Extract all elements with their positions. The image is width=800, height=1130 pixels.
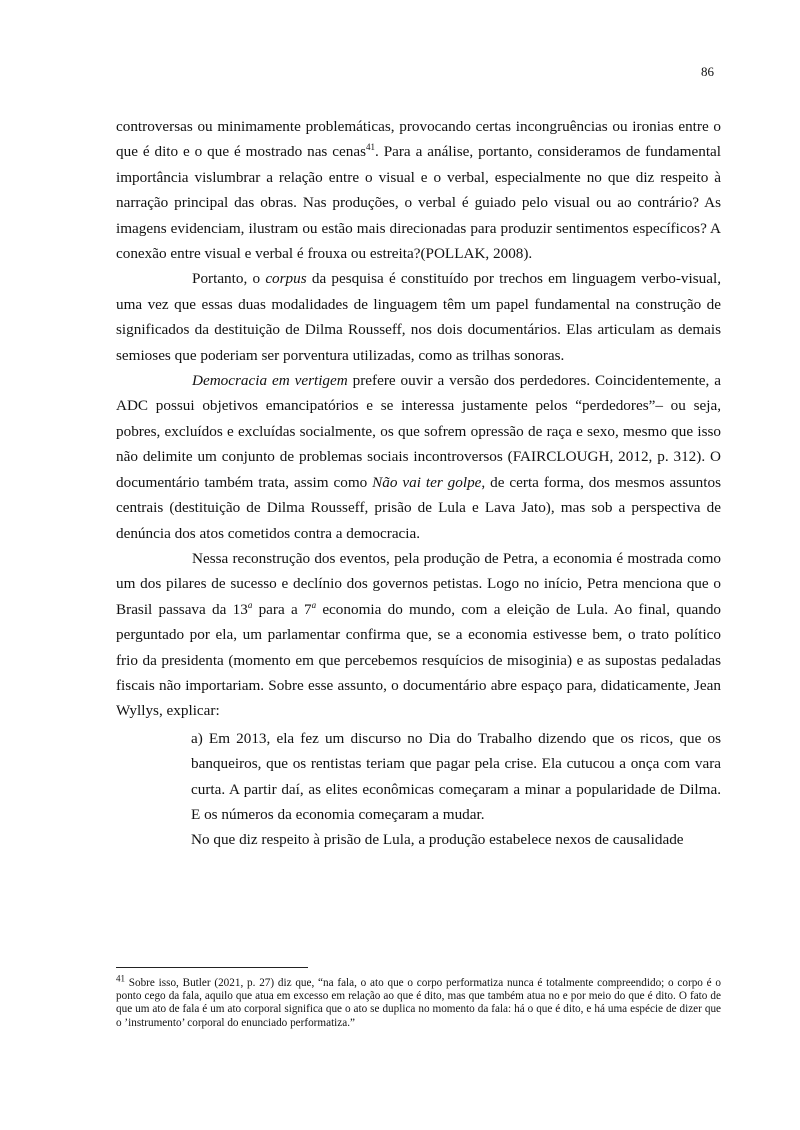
paragraph-4 bbox=[116, 546, 721, 724]
paragraph-4-text-a: Nessa reconstrução dos eventos, pela produção de Petra, a economia é mostrada como um dos pilares de sucesso e declínio dos governos petistas. Logo no início, Petra menciona que o Brasil passava da 13 bbox=[116, 549, 721, 618]
footnote-ref-41[interactable]: 41 bbox=[365, 142, 375, 153]
paragraph-3-text-a: prefere ouvir a versão dos perdedores. Coincidentemente, a ADC possui objetivos emancipatórios e se interessa justamente pelos “perdedores”– ou seja, pobres, excluídos e excluídas socialmente, os que sofrem opressão de raça e sexo, mesmo que isso não delimite um conjunto de problemas sociais incontroversos (FAIRCLOUGH, 2012, p. 312). O documentário também trata, assim como bbox=[116, 372, 721, 491]
paragraph-5: No que diz respeito à prisão de Lula, a produção estabelece nexos de causalidade bbox=[191, 831, 684, 849]
paragraph-1 bbox=[116, 114, 721, 266]
paragraph-2 bbox=[116, 266, 721, 368]
paragraph-2-emphasis: corpus bbox=[265, 270, 307, 288]
footnote-divider bbox=[116, 967, 308, 968]
paragraph-1-text-b: . Para a análise, portanto, consideramos de fundamental importância vislumbrar a relação entre o visual e o verbal, especialmente no que diz respeito à narração principal das obras. Nas produções, o verbal é guiado pelo visual ou ao contrário? As imagens evidenciam, ilustram ou estão mais direcionadas para produzir sentimentos específicos? A conexão entre visual e verbal é frouxa ou estreita?(POLLAK, 2008). bbox=[116, 143, 721, 263]
paragraph-2-text-a: Portanto, o bbox=[192, 270, 266, 288]
paragraph-3-title-1: Democracia em vertigem bbox=[192, 372, 348, 390]
paragraph-4-text-c: economia do mundo, com a eleição de Lula. Ao final, quando perguntado por ela, um parlamentar confirma que, se a economia estivesse bem, o trato político frio da presidenta (momento em que percebemos resquícios de misoginia) e as supostas pedaladas fiscais não importariam. Sobre esse assunto, o documentário abre espaço para, didaticamente, Jean Wyllys, explicar: bbox=[116, 600, 722, 720]
paragraph-4-ordinal-1: a bbox=[247, 599, 253, 610]
paragraph-3-text-b: , de certa forma, dos mesmos assuntos centrais (destituição de Dilma Rousseff, prisão de Lula e Lava Jato), mas sob a perspectiva de denúncia dos atos cometidos contra a democracia. bbox=[116, 473, 722, 542]
footnote-41 bbox=[116, 973, 721, 1030]
page-number: 86 bbox=[701, 64, 714, 79]
body-text bbox=[116, 114, 721, 853]
paragraph-1-text-a: controversas ou minimamente problemáticas, provocando certas incongruências ou ironias entre o que é dito e o que é mostrado nas cenas bbox=[116, 118, 721, 161]
paragraph-3-title-2: Não vai ter golpe bbox=[372, 473, 482, 491]
footnote-text: Sobre isso, Butler (2021, p. 27) diz que, “na fala, o ato que o corpo performatiza nunca é totalmente compreendido; o corpo é o ponto cego da fala, aquilo que atua em excesso em relação ao que é dito, mas que também atua no e por meio do que é dito. O fato de que um ato de fala é um ato corporal significa que o ato se duplica no momento da fala: há o que é dito, e há uma espécie de dizer que o ’instrumento’ corporal do enunciado performatiza.” bbox=[116, 977, 721, 1029]
paragraph-4-ordinal-2: a bbox=[311, 599, 317, 610]
block-quote: a) Em 2013, ela fez um discurso no Dia do Trabalho dizendo que os ricos, que os banqueiros, que os rentistas teriam que pagar pela crise. Ela cutucou a onça com vara curta. A partir daí, as elites econômicas começaram a minar a popularidade de Dilma. E os números da economia começaram a mudar. bbox=[191, 729, 721, 823]
footnote-number: 41 bbox=[116, 973, 125, 984]
paragraph-4-text-b: para a 7 bbox=[252, 600, 312, 618]
paragraph-3 bbox=[116, 368, 721, 546]
paragraph-2-text-b: da pesquisa é constituído por trechos em linguagem verbo-visual, uma vez que essas duas modalidades de linguagem têm um papel fundamental na construção de significados da destituição de Dilma Rousseff, nos dois documentários. Elas articulam as demais semioses que poderiam ser porventura utilizadas, como as trilhas sonoras. bbox=[116, 270, 722, 364]
